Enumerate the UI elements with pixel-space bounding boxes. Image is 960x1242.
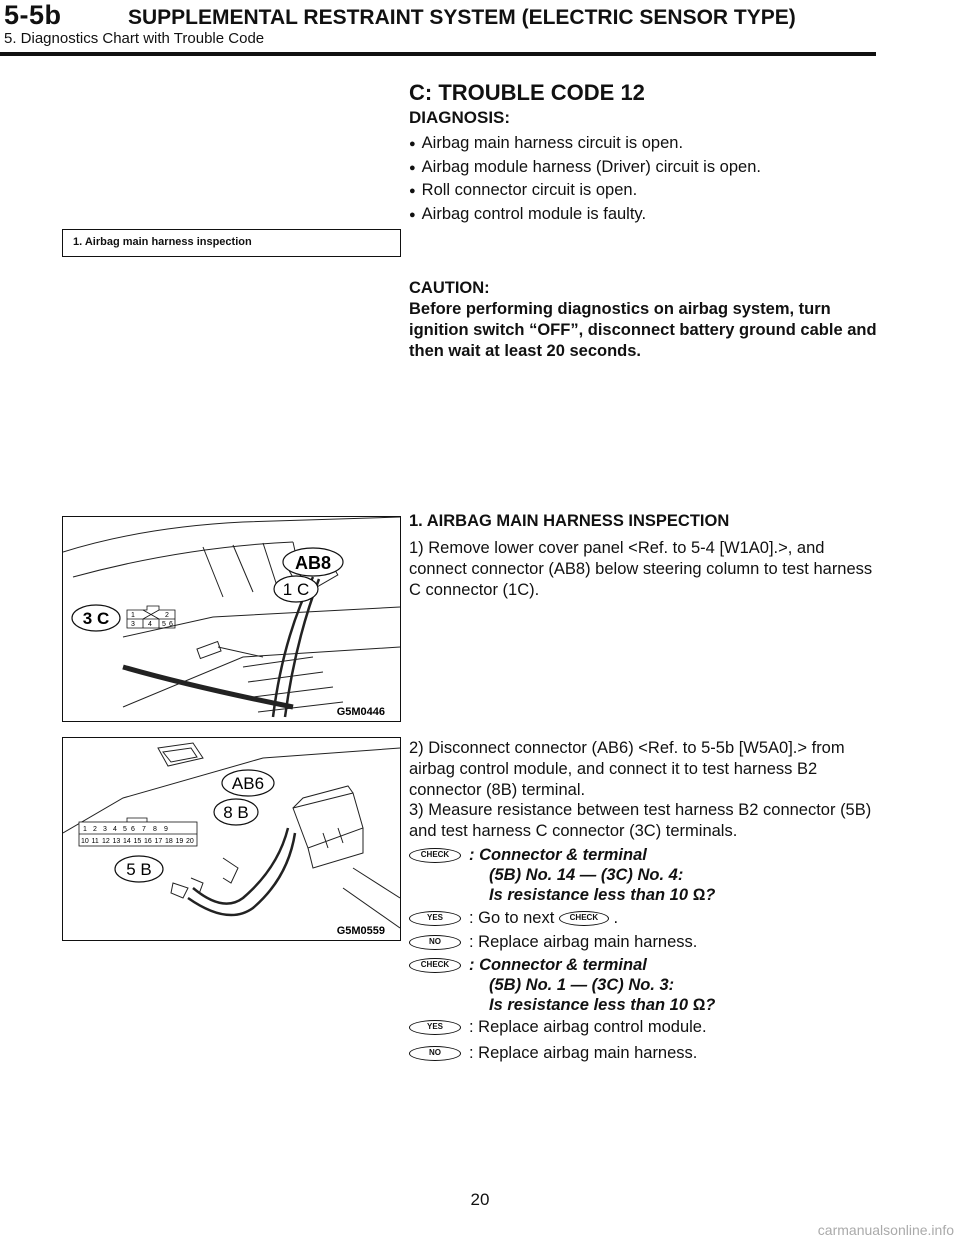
pin-label: 17 (154, 838, 163, 845)
no-text: : Replace airbag main harness. (469, 933, 698, 951)
diagnosis-item: ● Airbag module harness (Driver) circuit is open. (409, 157, 761, 181)
page-number: 20 (470, 1190, 490, 1209)
check-line: Is resistance less than 10 Ω? (489, 996, 716, 1014)
pin-label: 1 (83, 826, 87, 833)
pin-label: 15 (133, 838, 142, 845)
pin-label: 2 (93, 826, 97, 833)
caution-block (409, 278, 877, 362)
header-rule (0, 52, 876, 56)
figure-code: G5M0559 (336, 925, 385, 937)
step-3-text: 3) Measure resistance between test harness B2 connector (5B) and test harness C connector (3C) terminals. (409, 801, 872, 840)
pin-label: 19 (175, 838, 184, 845)
label-8b: 8 B (223, 803, 249, 822)
check-1-yes (409, 908, 619, 928)
check-line: : Connector & terminal (469, 846, 647, 864)
check-icon: CHECK (559, 911, 609, 926)
pin-label: 18 (165, 838, 173, 845)
label-5b: 5 B (126, 860, 152, 879)
pin-label: 2 (165, 612, 169, 619)
check-icon: CHECK (409, 958, 461, 973)
yes-text: : Go to next (469, 909, 555, 927)
check-line: Is resistance less than 10 Ω? (489, 886, 716, 904)
check-2-question (469, 955, 715, 1015)
pin-label: 7 (142, 826, 146, 833)
chapter-subtitle: 5. Diagnostics Chart with Trouble Code (4, 30, 265, 47)
pin-label: 6 (169, 621, 173, 628)
check-2-no (409, 1043, 698, 1063)
diagnosis-label: DIAGNOSIS: (409, 108, 511, 127)
yes-suffix: . (613, 909, 619, 927)
step-1-text: 1) Remove lower cover panel <Ref. to 5-4 [W1A0].>, and connect connector (AB8) below steering column to test harness C connector (1C). (409, 539, 873, 599)
label-1c: 1 C (282, 580, 310, 599)
check-line: (5B) No. 1 — (3C) No. 3: (489, 976, 675, 994)
diagnosis-item: ● Airbag control module is faulty. (409, 204, 761, 228)
section-code: 5-5b (4, 0, 62, 30)
no-icon: NO (409, 935, 461, 950)
no-icon: NO (409, 1046, 461, 1061)
figure-control-module (62, 737, 401, 941)
label-ab8: AB8 (294, 553, 332, 573)
pin-label: 1 (131, 612, 135, 619)
caution-text: Before performing diagnostics on airbag system, turn ignition switch “OFF”, disconnect battery ground cable and then wait at least 20 seconds. (409, 300, 877, 360)
pin-label: 5 (123, 826, 127, 833)
pin-label: 4 (113, 826, 117, 833)
step-2-text: 2) Disconnect connector (AB6) <Ref. to 5-5b [W5A0].> from airbag control module, and connect it to test harness B2 connector (8B) terminal. (409, 739, 845, 799)
check-line: : Connector & terminal (469, 956, 647, 974)
steering-column-illustration (63, 517, 400, 721)
pin-label: 12 (102, 838, 110, 845)
pin-label: 5 (162, 621, 166, 628)
pin-label: 11 (91, 838, 99, 845)
yes-text: : Replace airbag control module. (469, 1018, 707, 1036)
pin-label: 9 (164, 826, 168, 833)
check-2 (409, 955, 716, 1014)
check-1-question (469, 845, 715, 905)
caution-label: CAUTION: (409, 279, 490, 297)
label-3c: 3 C (82, 609, 110, 628)
section-title: C: TROUBLE CODE 12 (409, 80, 645, 105)
pin-label: 8 (153, 826, 157, 833)
manual-title: SUPPLEMENTAL RESTRAINT SYSTEM (ELECTRIC SENSOR TYPE) (128, 6, 796, 29)
figure-code: G5M0446 (336, 706, 385, 718)
check-2-yes (409, 1017, 707, 1037)
diagnosis-item: ● Airbag main harness circuit is open. (409, 133, 761, 157)
control-module-illustration (63, 738, 400, 940)
diagnosis-item: ● Roll connector circuit is open. (409, 180, 761, 204)
label-ab6: AB6 (231, 774, 265, 793)
pin-label: 16 (144, 838, 152, 845)
no-text: : Replace airbag main harness. (469, 1044, 698, 1062)
watermark: carmanualsonline.info (817, 1222, 954, 1238)
yes-icon: YES (409, 911, 461, 926)
check-line: (5B) No. 14 — (3C) No. 4: (489, 866, 684, 884)
pin-label: 6 (131, 826, 135, 833)
pin-label: 3 (103, 826, 107, 833)
pin-label: 3 (131, 621, 135, 628)
pin-label: 14 (123, 838, 131, 845)
diagnosis-list (409, 133, 761, 227)
check-icon: CHECK (409, 848, 461, 863)
pin-label: 13 (112, 838, 121, 845)
pin-label: 20 (186, 838, 194, 845)
check-1 (409, 845, 716, 904)
pin-label: 10 (81, 838, 89, 845)
check-1-yes-text (469, 908, 618, 928)
figure-steering-column (62, 516, 401, 722)
check-1-no (409, 932, 698, 952)
yes-icon: YES (409, 1020, 461, 1035)
inspection-heading: 1. AIRBAG MAIN HARNESS INSPECTION (409, 512, 730, 530)
step-box: 1. Airbag main harness inspection (62, 229, 401, 257)
pin-label: 4 (148, 621, 152, 628)
